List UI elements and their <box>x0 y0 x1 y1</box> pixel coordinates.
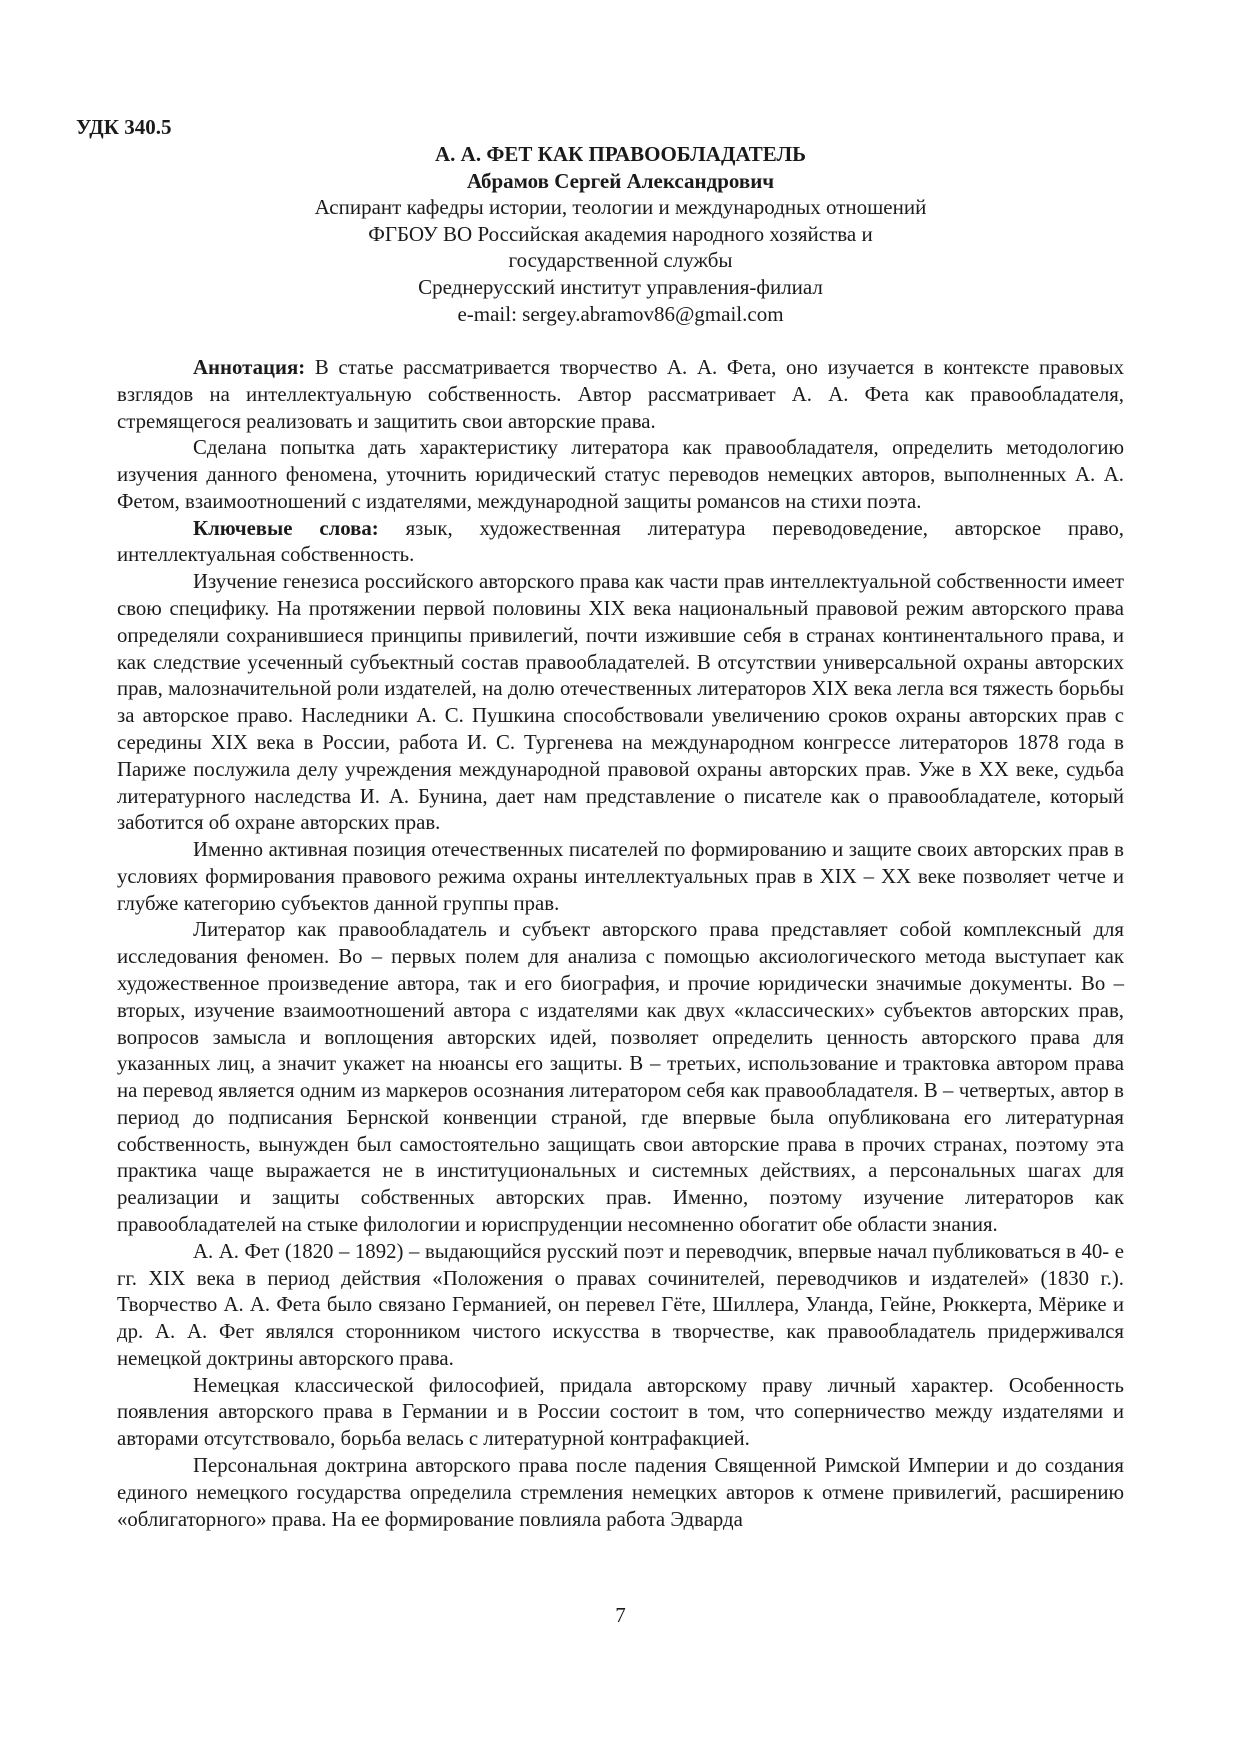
annotation-label: Аннотация: <box>193 356 306 379</box>
keywords-text: язык, художественная литература переводоведение, авторское право, интеллектуальная собственность. <box>117 516 1124 567</box>
affiliation-line-3: государственной службы <box>508 248 733 273</box>
annotation-paragraph <box>117 355 1124 435</box>
udk-code: УДК 340.5 <box>76 115 172 139</box>
keywords-label: Ключевые слова: <box>193 516 379 540</box>
author-name: Абрамов Сергей Александрович <box>466 168 775 193</box>
affiliation-line-1: Аспирант кафедры истории, теологии и международных отношений <box>314 195 927 220</box>
body-paragraph: Именно активная позиция отечественных писателей по формированию и защите своих авторских прав в условиях формирования правового режима охраны интеллектуальных прав в XIX – XX веке позволяет четче и глубже категорию субъектов данной группы прав. <box>117 838 1124 915</box>
body-paragraph: Литератор как правообладатель и субъект авторского права представляет собой комплексный для исследования феномен. Во – первых полем для анализа с помощью аксиологического метода выступает как художественное произведение автора, так и его биография, и прочие юридически значимые документы. Во – вторых, изучение взаимоотношений автора с издателями как двух «классических» субъектов авторских прав, вопросов замысла и воплощения авторских идей, позволяет определить ценность авторского права для указанных лиц, а значит укажет на нюансы его защиты. В – третьих, использование и трактовка автором права на перевод является одним из маркеров осознания литератором себя как правообладателя. В – четвертых, автор в период до подписания Бернской конвенции страной, где впервые была опубликована его литературная собственность, вынужден был самостоятельно защищать свои авторские права в прочих странах, поэтому эта практика чаще выражается не в институциональных и системных действиях, а персональных шагах для реализации и защиты собственных авторских прав. Именно, поэтому изучение литераторов как правообладателей на стыке филологии и юриспруденции несомненно обогатит обе области знания. <box>117 918 1124 1236</box>
body-paragraph: А. А. Фет (1820 – 1892) – выдающийся русский поэт и переводчик, впервые начал публиковаться в 40- е гг. XIX века в период действия «Положения о правах сочинителей, переводчиков и издателей» (1830 г.). Творчество А. А. Фета было связано Германией, он перевел Гёте, Шиллера, Уланда, Гейне, Рюккерта, Мёрике и др. А. А. Фет являлся сторонником чистого искусства в творчестве, как правообладатель придерживался немецкой доктрины авторского права. <box>117 1239 1124 1370</box>
annotation-text: В статье рассматривается творчество А. А. Фета, оно изучается в контексте правовых взглядов на интеллектуальную собственность. Автор рассматривает А. А. Фета как правообладателя, стремящегося реализовать и защитить свои авторские права. <box>117 356 1124 433</box>
page-number: 7 <box>615 1603 626 1627</box>
keywords-paragraph <box>117 516 1124 570</box>
affiliation-line-2: ФГБОУ ВО Российская академия народного хозяйства и <box>368 221 873 246</box>
affiliation-line-4: Среднерусский институт управления-филиал <box>418 274 823 299</box>
body-paragraph: Изучение генезиса российского авторского права как части прав интеллектуальной собственности имеет свою специфику. На протяжении первой половины XIX века национальный правовой режим авторского права определяли сохранившиеся принципы привилегий, почти изжившие себя в странах континентального права, и как следствие усеченный субъектный состав правообладателей. В отсутствии универсальной охраны авторских прав, малозначительной роли издателей, на долю отечественных литераторов XIX века легла вся тяжесть борьбы за авторское право. Наследники А. С. Пушкина способствовали увеличению сроков охраны авторских прав с середины XIX века в России, работа И. С. Тургенева на международном конгрессе литераторов 1878 года в Париже послужила делу учреждения международной правовой охраны авторских прав. Уже в XX веке, судьба литературного наследства И. А. Бунина, дает нам представление о писателе как о правообладателе, который заботится об охране авторских прав. <box>117 570 1124 835</box>
article-header <box>117 141 1124 327</box>
annotation-paragraph-2: Сделана попытка дать характеристику литератора как правообладателя, определить методологию изучения данного феномена, уточнить юридический статус переводов немецких авторов, выполненных А. А. Фетом, взаимоотношений с издателями, международной защиты романсов на стихи поэта. <box>117 436 1124 513</box>
body-paragraph: Персональная доктрина авторского права после падения Священной Римской Империи и до создания единого немецкого государства определила стремления немецких авторов к отмене привилегий, расширению «облигаторного» права. На ее формирование повлияла работа Эдварда <box>117 1454 1124 1531</box>
article-title: А. А. ФЕТ КАК ПРАВООБЛАДАТЕЛЬ <box>434 142 807 166</box>
author-email: e-mail: sergey.abramov86@gmail.com <box>457 301 784 326</box>
body-paragraph: Немецкая классической философией, придала авторскому праву личный характер. Особенность появления авторского права в Германии и в России состоит в том, что соперничество между издателями и авторами отсутствовало, борьба велась с литературной контрафакцией. <box>117 1373 1124 1451</box>
article-body <box>117 355 1124 1533</box>
